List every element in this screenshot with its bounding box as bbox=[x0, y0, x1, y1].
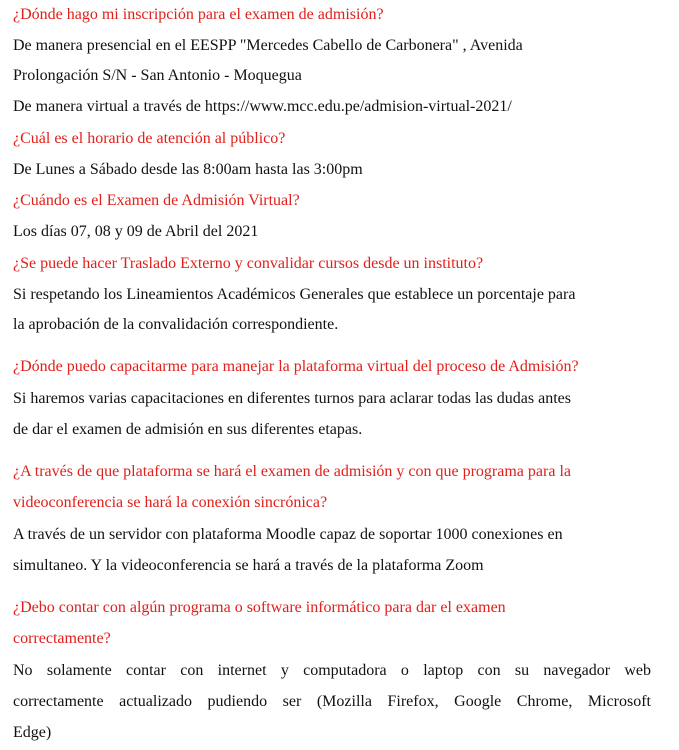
faq-answer: la aprobación de la convalidación correspondiente. bbox=[13, 316, 339, 333]
faq-answer: A través de un servidor con plataforma Moodle capaz de soportar 1000 conexiones en bbox=[13, 526, 563, 543]
faq-question: ¿Dónde hago mi inscripción para el examen de admisión? bbox=[13, 6, 384, 23]
faq-answer: Los días 07, 08 y 09 de Abril del 2021 bbox=[13, 223, 259, 240]
faq-question: ¿Cuál es el horario de atención al público? bbox=[13, 130, 286, 147]
faq-question: ¿Dónde puedo capacitarme para manejar la plataforma virtual del proceso de Admisión? bbox=[13, 358, 579, 375]
faq-question: ¿Debo contar con algún programa o software informático para dar el examen bbox=[13, 599, 506, 616]
faq-question: correctamente? bbox=[13, 630, 111, 647]
faq-answer: De manera presencial en el EESPP "Mercedes Cabello de Carbonera" , Avenida bbox=[13, 37, 523, 54]
faq-answer: Prolongación S/N - San Antonio - Moquegua bbox=[13, 67, 302, 84]
faq-answer: correctamente actualizado pudiendo ser (Mozilla Firefox, Google Chrome, Microsoft bbox=[13, 693, 651, 710]
faq-answer: De manera virtual a través de https://www.mcc.edu.pe/admision-virtual-2021/ bbox=[13, 98, 512, 115]
faq-answer: Si haremos varias capacitaciones en diferentes turnos para aclarar todas las dudas antes bbox=[13, 390, 571, 407]
faq-answer: de dar el examen de admisión en sus diferentes etapas. bbox=[13, 421, 363, 438]
faq-answer: simultaneo. Y la videoconferencia se hará a través de la plataforma Zoom bbox=[13, 557, 484, 574]
faq-question: ¿Cuándo es el Examen de Admisión Virtual? bbox=[13, 192, 300, 209]
faq-answer: Edge) bbox=[13, 724, 52, 741]
faq-answer: De Lunes a Sábado desde las 8:00am hasta las 3:00pm bbox=[13, 161, 363, 178]
faq-answer: No solamente contar con internet y computadora o laptop con su navegador web bbox=[13, 662, 651, 679]
faq-question: videoconferencia se hará la conexión sincrónica? bbox=[13, 494, 328, 511]
faq-answer: Si respetando los Lineamientos Académicos Generales que establece un porcentaje para bbox=[13, 286, 576, 303]
faq-question: ¿Se puede hacer Traslado Externo y convalidar cursos desde un instituto? bbox=[13, 255, 484, 272]
faq-question: ¿A través de que plataforma se hará el examen de admisión y con que programa para la bbox=[13, 463, 571, 480]
